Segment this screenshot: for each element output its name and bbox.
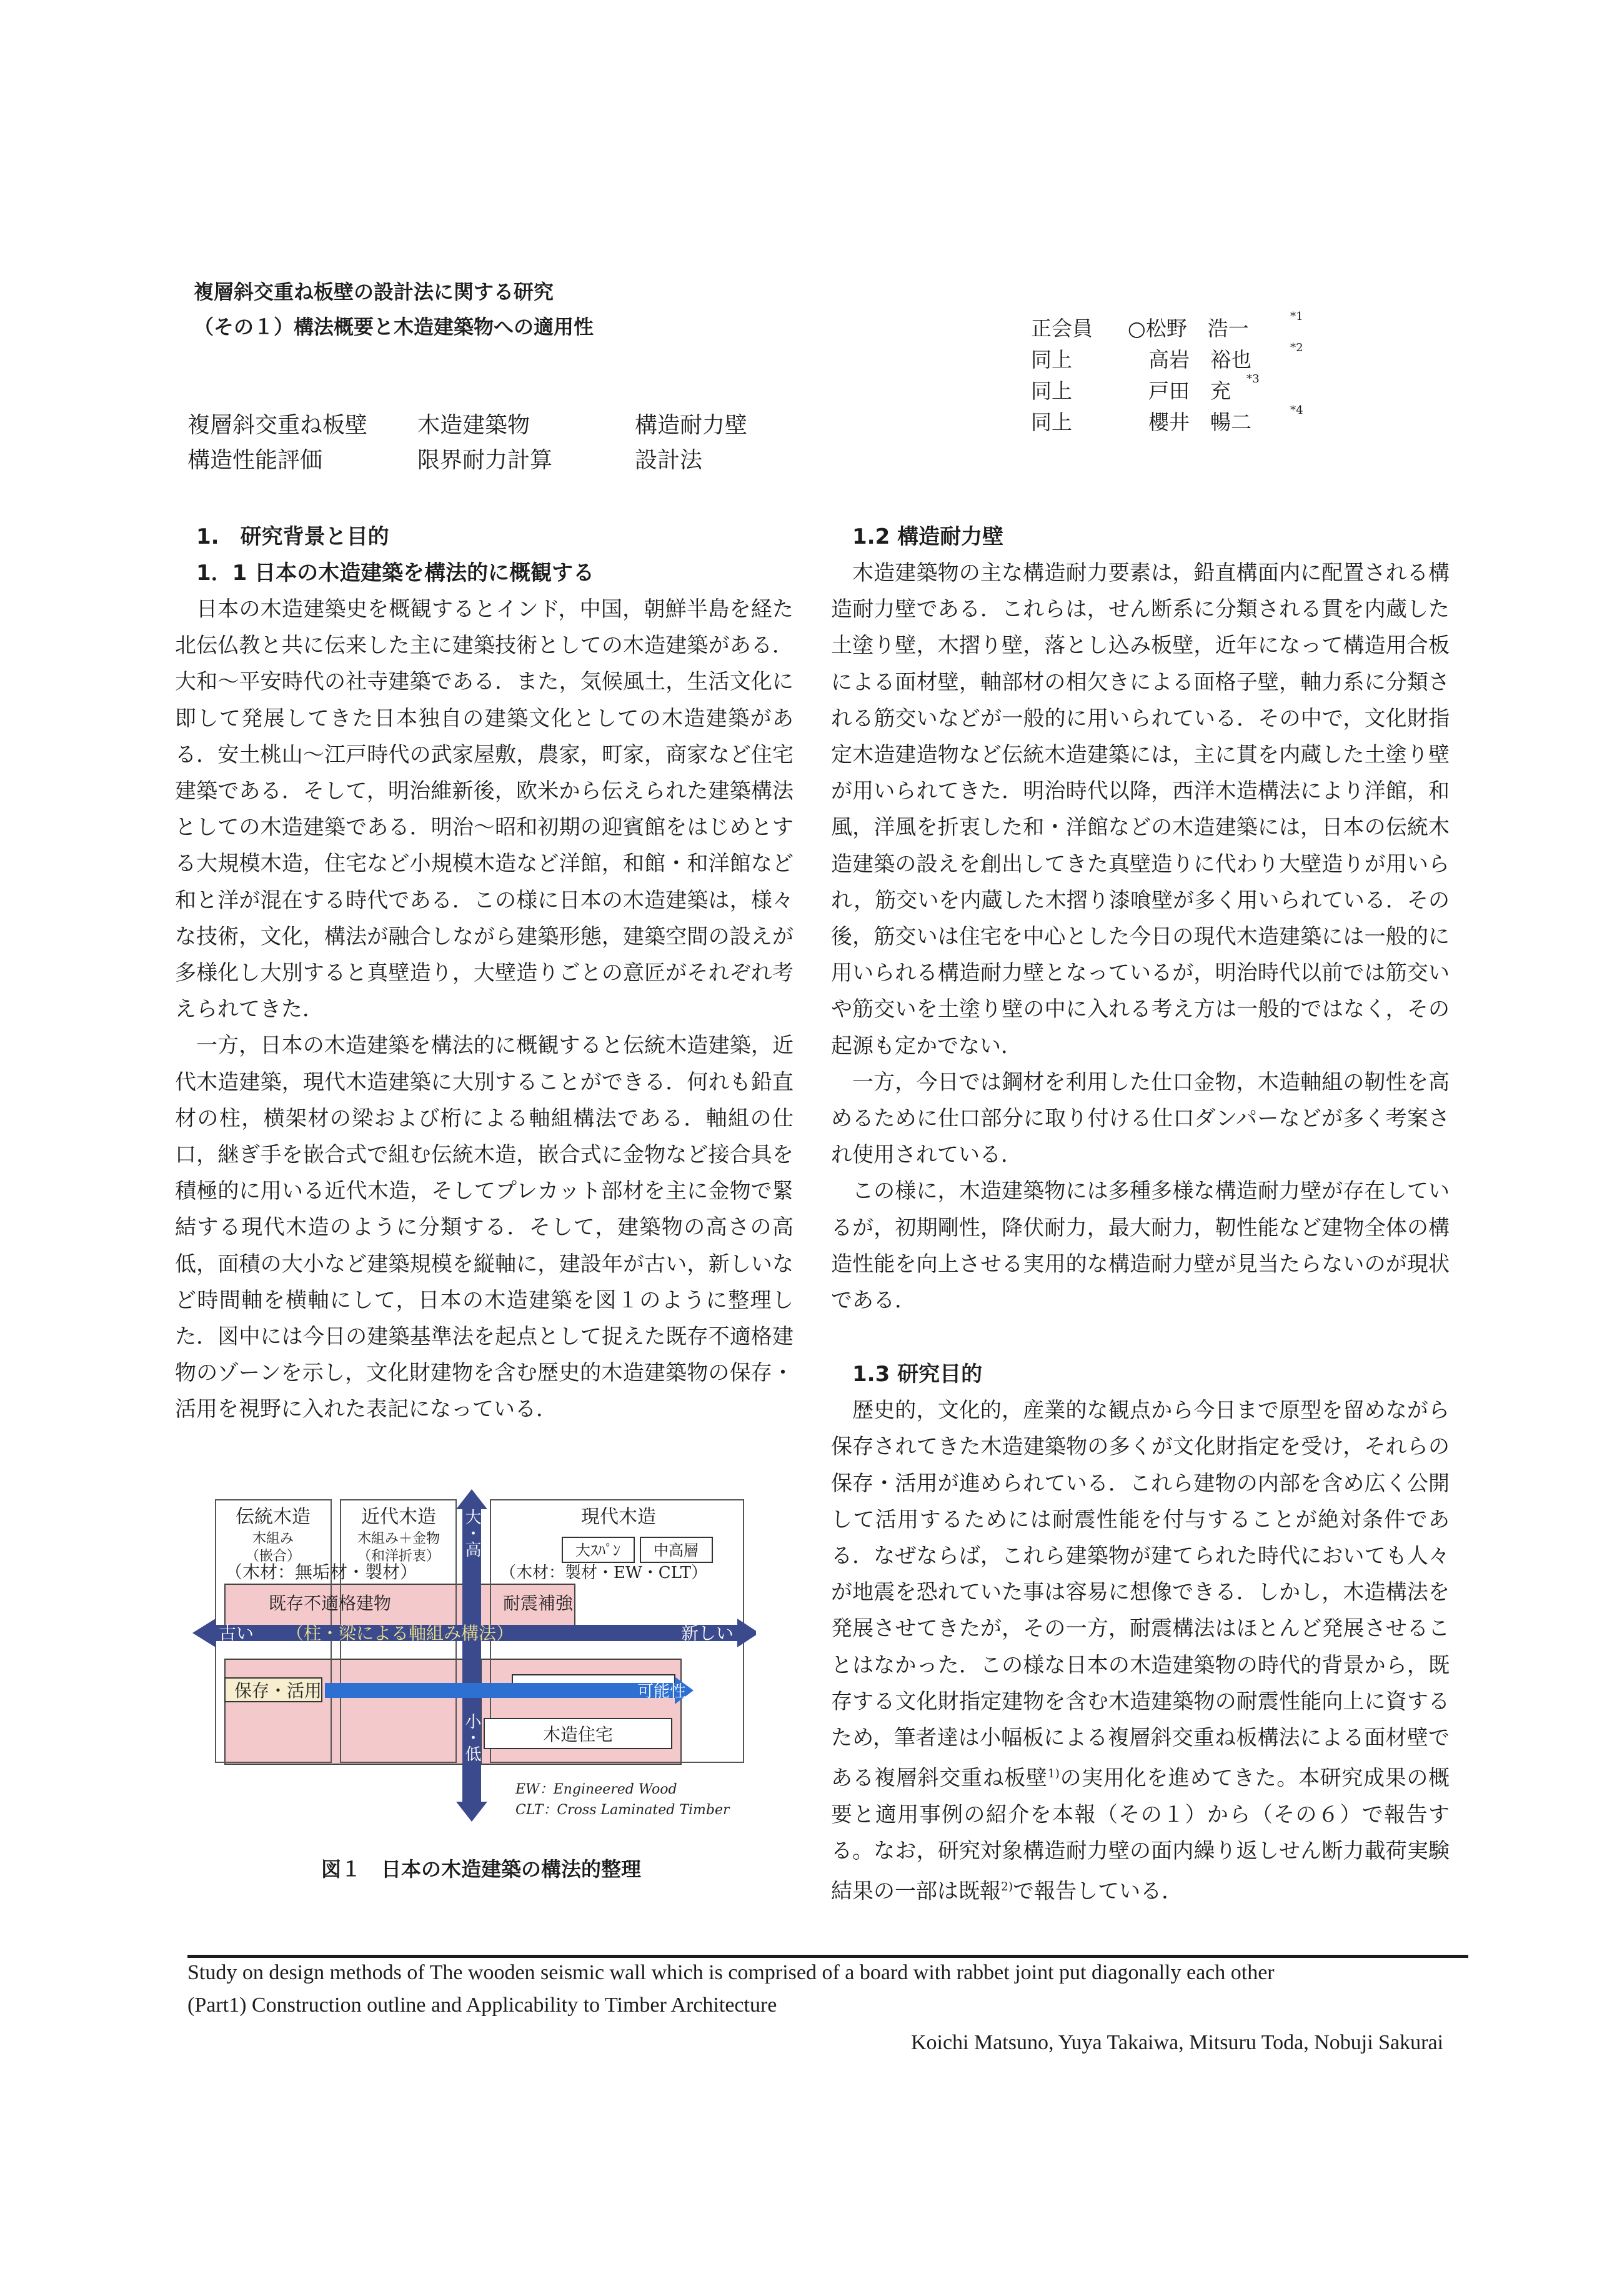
- keyword: 複層斜交重ね板壁: [187, 412, 368, 438]
- left-column: [175, 519, 794, 1428]
- author-name: 高岩 裕也: [1148, 347, 1251, 372]
- author-mark: *3: [1246, 372, 1260, 386]
- english-title-line2: (Part1) Construction outline and Applicability to Timber Architecture: [187, 1994, 777, 2017]
- subsection-heading: 1．1 日本の木造建築を構法的に概観する: [196, 561, 595, 586]
- body-paragraph: 木造建築物の主な構造耐力要素は，鉛直構面内に配置される構造耐力壁である．これらは，せん断系に分類される貫を内蔵した土塗り壁，木摺り壁，落とし込み板壁，近年になって構造用合板による面材壁，軸部材の相欠きによる面格子壁，軸力系に分類される筋交いなどが一般的に用いられている．その中で，文化財指定木造建造物など伝統木造建築には，主に貫を内蔵した土塗り壁が用いられてきた．明治時代以降，西洋木造構法により洋館，和風，洋風を折衷した和・洋館などの木造建築には，日本の伝統木造建築の設えを創出してきた真壁造りに代わり大壁造りが用いられ，筋交いを内蔵した木摺り漆喰壁が多く用いられている．その後，筋交いは住宅を中心とした今日の現代木造建築には一般的に用いられる構造耐力壁となっているが，明治時代以前では筋交いや筋交いを土塗り壁の中に入れる考え方は一般的ではなく，その起源も定かでない．: [831, 561, 1450, 1059]
- zone-preservation: [225, 1659, 481, 1764]
- label-seismic: 耐震補強: [503, 1593, 574, 1614]
- footer-divider: [187, 1955, 1468, 1958]
- trad-sub2: （嵌合）: [245, 1549, 301, 1564]
- label-preserve: 保存・活用: [234, 1680, 322, 1701]
- author-name: 戸田 充: [1148, 379, 1231, 403]
- keyword: 設計法: [635, 447, 703, 473]
- label-old: 古い: [219, 1623, 254, 1644]
- paper-title-line2: （その１）構法概要と木造建築物への適用性: [194, 315, 594, 339]
- english-authors: Koichi Matsuno, Yuya Takaiwa, Mitsuru Toda, Nobuji Sakurai: [910, 2031, 1443, 2054]
- citation-ref: 2): [1001, 1880, 1013, 1894]
- body-paragraph: 日本の木造建築史を概観するとインド，中国，朝鮮半島を経た北伝仏教と共に伝来した主に建築技術としての木造建築がある．大和～平安時代の社寺建築である．また，気候風土，生活文化に即して発展してきた日本独自の建築文化としての木造建築がある．安土桃山～江戸時代の武家屋敷，農家，町家，商家など住宅建築である．そして，明治維新後，欧米から伝えられた建築構法としての木造建築である．明治～昭和初期の迎賓館をはじめとする大規模木造，住宅など小規模木造など洋館，和館・和洋館など和と洋が混在する時代である．この様に日本の木造建築は，様々な技術，文化，構法が融合しながら建築形態，建築空間の設えが多様化し大別すると真壁造り，大壁造りごとの意匠がそれぞれ考えられてきた．: [175, 597, 794, 1022]
- label-house: 木造住宅: [542, 1724, 614, 1745]
- citation-ref: 1): [1047, 1767, 1060, 1781]
- material-right: （木材：製材・EW・CLT）: [500, 1564, 708, 1582]
- label-small: 小・低: [462, 1713, 481, 1762]
- author-mark: *4: [1290, 404, 1303, 417]
- label-large: 大・高: [462, 1509, 481, 1557]
- author-name: 櫻井 暢二: [1148, 410, 1251, 434]
- figure-caption: 図１ 日本の木造建築の構法的整理: [321, 1857, 641, 1881]
- body-paragraph: 一方，今日では鋼材を利用した仕口金物，木造軸組の靭性を高めるために仕口部分に取り付ける仕口ダンパーなどが多く考案され使用されている．: [831, 1069, 1450, 1168]
- label-existing: 既存不適格建物: [269, 1593, 392, 1614]
- paragraph-text: で報告している．: [1013, 1879, 1183, 1904]
- section-heading: 1. 研究背景と目的: [196, 524, 389, 549]
- legend-clt: CLT：Cross Laminated Timber: [515, 1802, 730, 1818]
- author-mark: *2: [1290, 341, 1303, 354]
- paragraph-text: 歴史的，文化的，産業的な観点から今日まで原型を留めながら保存されてきた木造建築物の多くが文化財指定を受け，それらの保存・活用が進められている．これら建物の内部を含め広く公開して活用するためには耐震性能を付与することが絶対条件である．なぜならば，これら建築物が建てられた時代においても人々が地震を恐れていた事は容易に想像できる．しかし，木造構法を発展させてきたが，その一方，耐震構法はほとんど発展させることはなかった．この様な日本の木造建築物の時代的背景から，既存する文化財指定建物を含む木造建築物の耐震性能向上に資するため，筆者達は小幅板による複層斜交重ね板構法による面材壁である複層斜交重ね板壁: [831, 1398, 1450, 1791]
- label-new: 新しい: [681, 1623, 734, 1644]
- subsection-heading: 1.3 研究目的: [852, 1362, 983, 1387]
- author-mark: *1: [1290, 310, 1303, 323]
- contemp-title: 現代木造: [581, 1506, 656, 1528]
- author-role: 同上: [1031, 347, 1072, 372]
- keyword: 木造建築物: [417, 412, 530, 438]
- modern-title: 近代木造: [361, 1506, 436, 1528]
- right-column: [831, 519, 1450, 1910]
- label-framing: （柱・梁による軸組み構法）: [286, 1623, 514, 1644]
- english-title-line1: Study on design methods of The wooden seismic wall which is comprised of a board with rabbet joint put diagonally each other: [187, 1961, 1275, 1984]
- author-name: ○松野 浩一: [1128, 316, 1249, 341]
- author-role: 同上: [1031, 379, 1072, 403]
- modern-sub2: （和洋折衷）: [357, 1549, 440, 1564]
- keyword: 構造性能評価: [187, 447, 323, 473]
- author-role: 同上: [1031, 410, 1072, 434]
- body-paragraph: [831, 1392, 1450, 1910]
- keyword: 限界耐力計算: [417, 447, 553, 473]
- subsection-heading: 1.2 構造耐力壁: [852, 524, 1004, 549]
- legend-ew: EW：Engineered Wood: [515, 1782, 677, 1797]
- author-role: 正会員: [1031, 316, 1093, 341]
- tag-large-span: 大ｽﾊﾟﾝ: [575, 1542, 620, 1559]
- label-possible: 可能性: [637, 1682, 687, 1701]
- paragraph-text: の実用化を進めてきた。本研究成果の概要と適用事例の紹介を本報（その１）から（その６）で報告する。なお，研究対象構造耐力壁の面内繰り返しせん断力載荷実験結果の一部は既報: [831, 1765, 1450, 1904]
- material-left: （木材：無垢材・製材）: [225, 1562, 418, 1582]
- figure-1-diagram: [187, 1484, 756, 1834]
- trad-title: 伝統木造: [236, 1506, 311, 1528]
- body-paragraph: 一方，日本の木造建築を構法的に概観すると伝統木造建築，近代木造建築，現代木造建築に大別することができる．何れも鉛直材の柱，横架材の梁および桁による軸組構法である．軸組の仕口，継ぎ手を嵌合式で組む伝統木造，嵌合式に金物など接合具を積極的に用いる近代木造，そしてプレカット部材を主に金物で緊結する現代木造のように分類する．そして，建築物の高さの高低，面積の大小など建築規模を縦軸に，建設年が古い，新しいなど時間軸を横軸にして，日本の木造建築を図１のように整理した．図中には今日の建築基準法を起点として捉えた既存不適格建物のゾーンを示し，文化財建物を含む歴史的木造建築物の保存・活用を視野に入れた表記になっている．: [175, 1033, 794, 1422]
- body-paragraph: この様に，木造建築物には多種多様な構造耐力壁が存在しているが，初期剛性，降伏耐力，最大耐力，靭性能など建物全体の構造性能を向上させる実用的な構造耐力壁が見当たらないのが現状である．: [831, 1179, 1450, 1314]
- tag-midrise: 中高層: [654, 1542, 699, 1559]
- keyword: 構造耐力壁: [635, 412, 748, 438]
- modern-sub1: 木組み＋金物: [357, 1531, 440, 1547]
- paper-title-line1: 複層斜交重ね板壁の設計法に関する研究: [194, 280, 554, 304]
- trad-sub1: 木組み: [252, 1531, 294, 1547]
